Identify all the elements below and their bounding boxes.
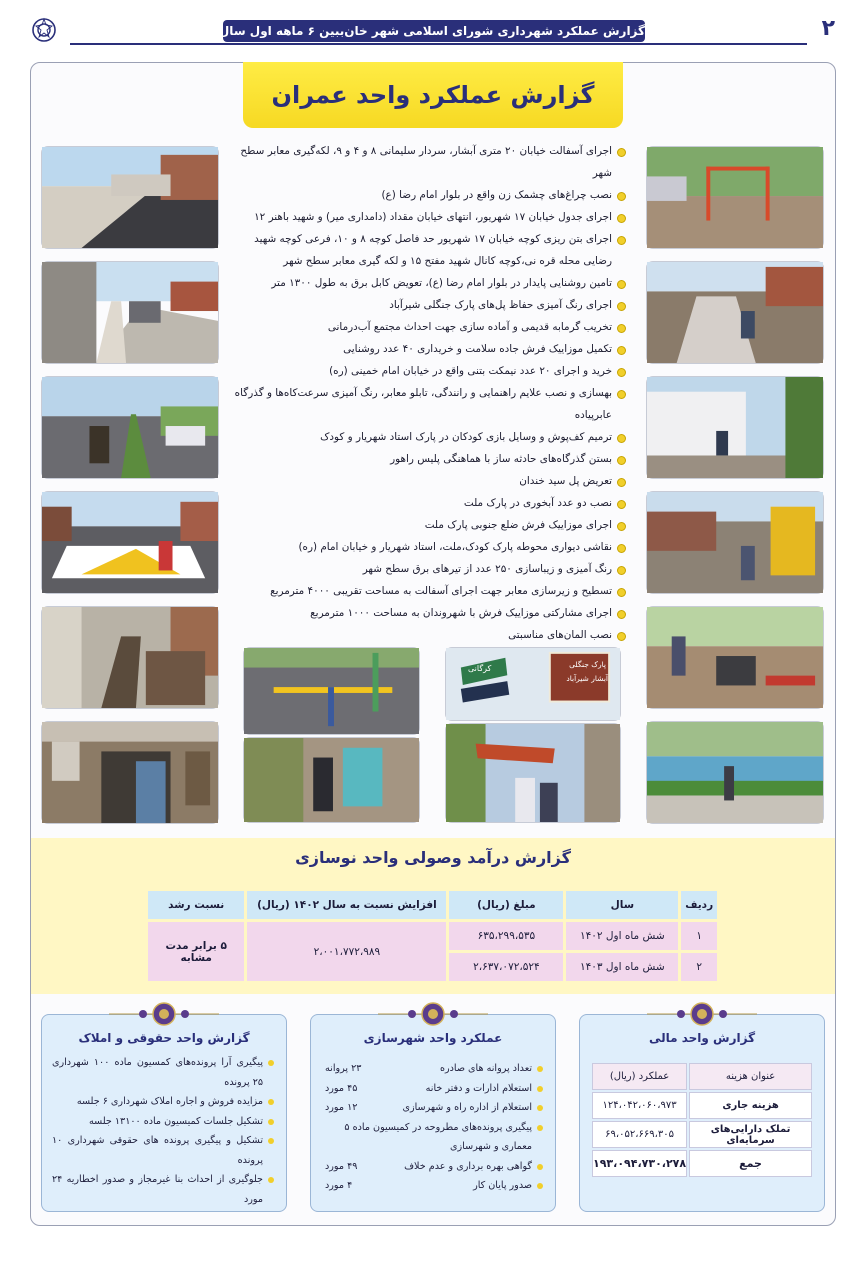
list-item: نصب دو عدد آبخوری در پارک ملت <box>234 492 626 514</box>
table-header-row <box>592 1063 812 1090</box>
photo-crosswalk-painting <box>41 491 219 594</box>
item-value: ۴ مورد <box>325 1180 353 1191</box>
ornament-icon <box>109 1001 219 1027</box>
legal-report-box <box>41 1014 287 1212</box>
urban-list <box>311 1045 555 1196</box>
list-item <box>321 1059 543 1079</box>
legal-box-title: گزارش واحد حقوقی و املاک <box>78 1031 250 1045</box>
expense-label: هزینه جاری <box>689 1092 812 1119</box>
item-label: صدور پایان کار <box>473 1180 532 1191</box>
ornament-icon <box>647 1001 757 1027</box>
finance-table <box>590 1061 814 1179</box>
photo-excavator-demolition <box>646 491 824 594</box>
list-item: اجرای جدول خیابان ۱۷ شهریور، انتهای خیابان مقداد (دامداری میر) و شهید باهنر ۱۲ <box>234 206 626 228</box>
total-label: جمع <box>689 1150 812 1177</box>
column-header: نسبت رشد <box>148 891 244 919</box>
photo-seesaw-park <box>243 647 420 735</box>
list-item: اجرای بتن ریزی کوچه خیابان ۱۷ شهریور حد فاصل کوچه ۸ و ۱۰، فرعی کوچه شهید رضایی محله قره نی،کوچه کانال شهید مفتح ۱۵ و لکه گیری معابر سطح شهر <box>234 228 626 272</box>
photo-paving-work <box>646 261 824 364</box>
list-item: تامین روشنایی پایدار در بلوار امام رضا (ع)، تعویض کابل برق به طول ۱۳۰۰ متر <box>234 272 626 294</box>
growth-ratio: ۵ برابر مدت مشابه <box>148 922 244 981</box>
revenue-table <box>145 888 720 984</box>
photo-pipe-installation <box>41 721 219 824</box>
ornament-icon <box>378 1001 488 1027</box>
list-item: بهسازی و نصب علایم راهنمایی و رانندگی، تابلو معابر، رنگ آمیزی سرعت‌کاه‌ها و گذرگاه عابرپیاده <box>234 382 626 426</box>
total-value: ۱۹۳،۰۹۴،۷۳۰،۲۷۸ <box>592 1150 687 1177</box>
photo-drainage-trench <box>41 606 219 709</box>
construction-title: گزارش عملکرد واحد عمران <box>271 81 595 109</box>
list-item: مزایده فروش و اجاره املاک شهرداری ۶ جلسه <box>52 1092 274 1112</box>
photo-asphalt-street <box>41 146 219 249</box>
column-header: عنوان هزینه <box>689 1063 812 1090</box>
column-header: عملکرد (ریال) <box>592 1063 687 1090</box>
list-item <box>321 1157 543 1177</box>
list-item: رنگ آمیزی و زیباسازی ۲۵۰ عدد از تیرهای برق سطح شهر <box>234 558 626 580</box>
sign-forest-park-line1: پارک جنگلی <box>569 660 606 669</box>
row-index: ۲ <box>681 953 717 981</box>
item-label: استعلام ادارات و دفتر خانه <box>425 1082 532 1094</box>
list-item: جلوگیری از احداث بنا غیرمجاز و صدور اخطاریه ۲۴ مورد <box>52 1170 274 1209</box>
increase-value: ۲،۰۰۱،۷۷۲،۹۸۹ <box>247 922 446 981</box>
list-item: نصب المان‌های مناسبتی <box>234 624 626 646</box>
legal-list <box>42 1045 286 1209</box>
expense-value: ۶۹،۰۵۲،۶۶۹،۳۰۵ <box>592 1121 687 1148</box>
item-value: ۴۹ مورد <box>325 1160 358 1172</box>
list-item: نقاشی دیواری محوطه پارک کودک،ملت، استاد شهریار و خیابان امام (ره) <box>234 536 626 558</box>
sign-forest-park-line2: آبشار شیرآباد <box>566 674 608 683</box>
table-row <box>592 1121 812 1148</box>
photo-painting-equipment <box>243 737 420 823</box>
item-label: پیگیری پرونده‌های مطروحه در کمیسیون ماده ۵ معماری و شهرسازی <box>344 1121 532 1152</box>
list-item: تعریض پل سید خندان <box>234 470 626 492</box>
construction-title-banner <box>243 62 623 128</box>
header-title: گزارش عملکرد شهرداری شورای اسلامی شهر خان‌ببین ۶ ماهه اول سال ۱۴۰۳ <box>223 20 645 42</box>
item-value: ۲۳ پروانه <box>325 1063 362 1074</box>
expense-label: تملک دارایی‌های سرمایه‌ای <box>689 1121 812 1148</box>
item-value: ۱۲ مورد <box>325 1102 358 1113</box>
list-item <box>321 1079 543 1099</box>
row-amount: ۲،۶۳۷،۰۷۲،۵۲۴ <box>449 953 563 981</box>
expense-value: ۱۲۴،۰۴۲،۰۶۰،۹۷۳ <box>592 1092 687 1119</box>
construction-list <box>234 140 626 646</box>
table-row <box>592 1092 812 1119</box>
municipality-logo-icon <box>30 16 58 44</box>
urban-box-title: عملکرد واحد شهرسازی <box>363 1031 503 1045</box>
row-year: شش ماه اول ۱۴۰۲ <box>566 922 678 950</box>
list-item: اجرای رنگ آمیزی حفاظ پل‌های پارک جنگلی شیرآباد <box>234 294 626 316</box>
row-index: ۱ <box>681 922 717 950</box>
photo-playground <box>646 146 824 249</box>
photo-bench-installation <box>646 606 824 709</box>
photo-sign-installation <box>445 723 621 823</box>
item-value: ۴۵ مورد <box>325 1082 358 1094</box>
photo-street-signs <box>445 647 621 721</box>
urban-planning-box <box>310 1014 556 1212</box>
page-number: ۲ <box>821 16 835 41</box>
column-header: ردیف <box>681 891 717 919</box>
finance-report-box <box>579 1014 825 1212</box>
finance-box-title: گزارش واحد مالی <box>648 1031 756 1045</box>
row-amount: ۶۳۵،۲۹۹،۵۳۵ <box>449 922 563 950</box>
list-item: تشکیل جلسات کمیسیون ماده ۱۳۱۰۰ جلسه <box>52 1112 274 1132</box>
list-item: پیگیری آرا پرونده‌های کمسیون ماده ۱۰۰ شهرداری ۲۵ پرونده <box>52 1053 274 1092</box>
photo-mural-wall <box>646 721 824 824</box>
column-header: افزایش نسبت به سال ۱۴۰۲ (ریال) <box>247 891 446 919</box>
list-item: ترمیم کف‌پوش و وسایل بازی کودکان در پارک استاد شهریار و کودک <box>234 426 626 448</box>
list-item: تسطیح و زیرسازی معابر جهت اجرای آسفالت به مساحت تقریبی ۴۰۰۰ مترمربع <box>234 580 626 602</box>
list-item: اجرای موزاییک فرش ضلع جنوبی پارک ملت <box>234 514 626 536</box>
table-header-row <box>148 891 717 919</box>
list-item <box>321 1176 543 1196</box>
list-item <box>321 1098 543 1118</box>
photo-roadside-curb <box>41 261 219 364</box>
list-item: اجرای مشارکتی موزاییک فرش با شهروندان به مساحت ۱۰۰۰ مترمربع <box>234 602 626 624</box>
page-header <box>0 16 867 46</box>
total-row <box>592 1150 812 1177</box>
item-label: گواهی بهره برداری و عدم خلاف <box>404 1160 532 1172</box>
list-item: اجرای آسفالت خیابان ۲۰ متری آبشار، سردار سلیمانی ۸ و ۴ و ۹، لکه‌گیری معابر سطح شهر <box>234 140 626 184</box>
row-year: شش ماه اول ۱۴۰۳ <box>566 953 678 981</box>
table-row <box>148 922 717 950</box>
list-item: تکمیل موزاییک فرش جاده سلامت و خریداری ۴۰ عدد روشنایی <box>234 338 626 360</box>
column-header: سال <box>566 891 678 919</box>
sign-street-name: کرگانی <box>468 664 492 673</box>
column-header: مبلغ (ریال) <box>449 891 563 919</box>
list-item: تشکیل و پیگیری پرونده های حقوقی شهرداری ۱۰ پرونده <box>52 1131 274 1170</box>
photo-wall-walkway <box>646 376 824 479</box>
revenue-title: گزارش درآمد وصولی واحد نوسازی <box>295 848 571 867</box>
item-label: تعداد پروانه های صادره <box>440 1063 532 1074</box>
list-item: نصب چراغ‌های چشمک زن واقع در بلوار امام رضا (ع) <box>234 184 626 206</box>
header-rule <box>70 43 807 45</box>
photo-street-median <box>41 376 219 479</box>
item-label: استعلام از اداره راه و شهرسازی <box>402 1102 532 1113</box>
list-item <box>321 1118 543 1157</box>
list-item: تخریب گرمابه قدیمی و آماده سازی جهت احداث مجتمع آب‌درمانی <box>234 316 626 338</box>
list-item: خرید و اجرای ۲۰ عدد نیمکت بتنی واقع در خیابان امام خمینی (ره) <box>234 360 626 382</box>
list-item: بستن گذرگاه‌های حادثه ساز با هماهنگی پلیس راهور <box>234 448 626 470</box>
